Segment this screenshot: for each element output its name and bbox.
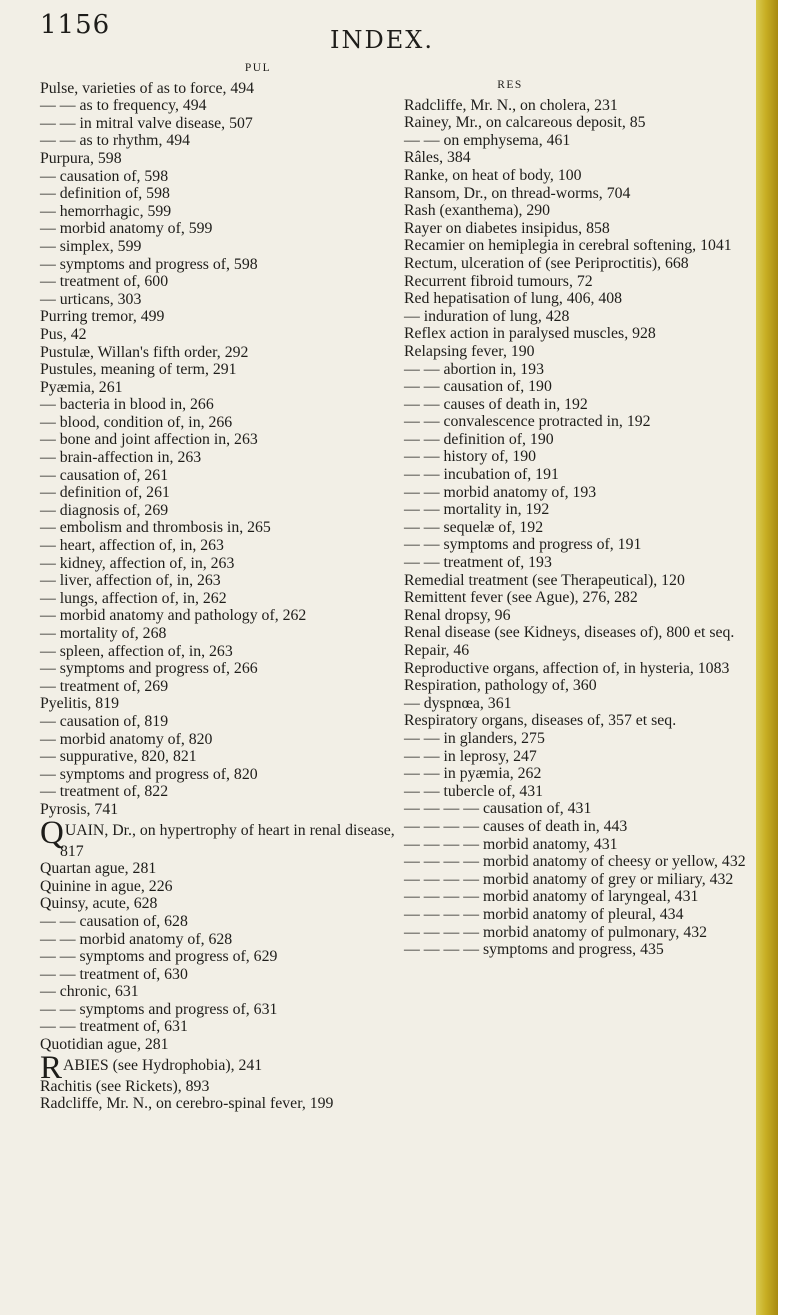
index-entry: — — mortality in, 192 <box>404 501 550 519</box>
index-entry: — causation of, 598 <box>40 167 169 185</box>
index-entry: — — — — causes of death in, 443 <box>404 817 628 835</box>
index-entry: — bacteria in blood in, 266 <box>40 396 214 414</box>
index-entry: — — symptoms and progress of, 629 <box>40 948 278 966</box>
index-entry: — mortality of, 268 <box>40 625 167 642</box>
index-entry: — — in mitral valve disease, 507 <box>40 114 253 132</box>
index-entry: — — — — morbid anatomy, 431 <box>404 835 618 853</box>
right-column <box>404 60 766 959</box>
index-entry: Recamier on hemiplegia in cerebral softening, 1041 <box>404 237 732 255</box>
index-entry: Râles, 384 <box>404 149 471 167</box>
index-entry: — — treatment of, 193 <box>404 554 552 572</box>
section-r-first-text: ABIES (see Hydrophobia), 241 <box>63 1056 263 1074</box>
book-spine-edge <box>756 0 778 1315</box>
index-entry: Ransom, Dr., on thread-worms, 704 <box>404 184 631 202</box>
index-entry: — — on emphysema, 461 <box>404 131 571 149</box>
index-entry: Red hepatisation of lung, 406, 408 <box>404 290 623 308</box>
index-entry: Pustules, meaning of term, 291 <box>40 361 237 379</box>
index-entry: — causation of, 819 <box>40 712 169 730</box>
index-entry: — chronic, 631 <box>40 983 139 1001</box>
index-entry: — — symptoms and progress of, 631 <box>40 1000 278 1018</box>
left-column <box>40 60 396 1113</box>
index-entry: Pus, 42 <box>40 325 87 343</box>
running-head-title: INDEX. <box>330 26 434 54</box>
index-entry: — heart, affection of, in, 263 <box>40 537 224 555</box>
index-entry: — — morbid anatomy of, 628 <box>40 930 233 948</box>
r-entry-list <box>40 1078 396 1113</box>
index-entry: — — — — morbid anatomy of cheesy or yellow, 432 <box>404 853 746 871</box>
index-entry: — definition of, 598 <box>40 185 170 203</box>
index-entry: Pulse, varieties of as to force, 494 <box>40 79 255 97</box>
index-entry: — — — — morbid anatomy of laryngeal, 431 <box>404 888 699 906</box>
section-q-initial: Q <box>40 814 64 851</box>
index-entry: Radcliffe, Mr. N., on cerebro-spinal fever, 199 <box>40 1095 334 1113</box>
page-number: 1156 <box>40 10 111 40</box>
index-entry: — — — — morbid anatomy of grey or miliary, 432 <box>404 870 734 888</box>
index-entry: — morbid anatomy of, 599 <box>40 220 213 238</box>
index-entry: — spleen, affection of, in, 263 <box>40 642 233 660</box>
index-entry: Reflex action in paralysed muscles, 928 <box>404 325 656 343</box>
index-entry: Reproductive organs, affection of, in hysteria, 1083 <box>404 659 730 677</box>
index-entry: Quotidian ague, 281 <box>40 1036 169 1054</box>
index-entry: Radcliffe, Mr. N., on cholera, 231 <box>404 96 618 114</box>
index-entry: — kidney, affection of, in, 263 <box>40 554 235 572</box>
index-entry: — — history of, 190 <box>404 448 537 466</box>
index-entry: — — as to rhythm, 494 <box>40 132 191 150</box>
index-entry: — diagnosis of, 269 <box>40 501 169 519</box>
section-r-initial: R <box>40 1049 63 1086</box>
index-entry: Renal disease (see Kidneys, diseases of), 800 et seq. <box>404 624 735 642</box>
index-entry: — — in leprosy, 247 <box>404 747 537 765</box>
index-entry: — — tubercle of, 431 <box>404 782 544 800</box>
index-entry: Pyelitis, 819 <box>40 695 119 713</box>
index-entry: — — causation of, 190 <box>404 378 552 396</box>
index-entry: — symptoms and progress of, 598 <box>40 255 258 273</box>
index-entry: Pyrosis, 741 <box>40 800 119 818</box>
index-entry: — — as to frequency, 494 <box>40 97 207 115</box>
index-entry: — — convalescence protracted in, 192 <box>404 413 651 431</box>
index-entry: — symptoms and progress of, 820 <box>40 765 258 783</box>
index-entry: — — sequelæ of, 192 <box>404 518 544 536</box>
index-entry: — dyspnœa, 361 <box>404 694 512 712</box>
index-entry: — — — — causation of, 431 <box>404 800 592 818</box>
index-entry: — — definition of, 190 <box>404 430 554 448</box>
index-entry: — suppurative, 820, 821 <box>40 748 197 766</box>
index-entry: Recurrent fibroid tumours, 72 <box>404 272 593 290</box>
left-column-head: PUL <box>244 62 272 74</box>
index-entry: Renal dropsy, 96 <box>404 606 511 624</box>
index-entry: — — abortion in, 193 <box>404 360 544 378</box>
left-entry-list <box>40 80 396 819</box>
index-entry: — treatment of, 269 <box>40 677 169 695</box>
right-entry-list <box>404 97 766 959</box>
index-entry: — lungs, affection of, in, 262 <box>40 589 227 607</box>
index-entry: Relapsing fever, 190 <box>404 342 535 360</box>
index-entry: — causation of, 261 <box>40 466 169 484</box>
index-entry: Purring tremor, 499 <box>40 308 165 326</box>
index-entry: Rash (exanthema), 290 <box>404 202 551 220</box>
index-entry: — — — — morbid anatomy of pulmonary, 432 <box>404 923 708 941</box>
index-entry: — blood, condition of, in, 266 <box>40 413 233 431</box>
index-entry: — definition of, 261 <box>40 484 170 502</box>
index-entry: Pustulæ, Willan's fifth order, 292 <box>40 343 249 361</box>
index-entry: Rayer on diabetes insipidus, 858 <box>404 219 610 237</box>
index-entry: Rectum, ulceration of (see Periproctitis), 668 <box>404 254 689 272</box>
q-entry-list <box>40 860 396 1054</box>
index-entry: — hemorrhagic, 599 <box>40 202 172 220</box>
index-entry: Quinine in ague, 226 <box>40 877 173 895</box>
index-entry: — — in pyæmia, 262 <box>404 765 542 783</box>
index-entry: — brain-affection in, 263 <box>40 449 202 467</box>
section-q-first-entry <box>40 814 396 861</box>
index-entry: Ranke, on heat of body, 100 <box>404 166 582 184</box>
section-q-first-text: UAIN, Dr., on hypertrophy of heart in renal disease, 817 <box>60 821 395 860</box>
index-entry: — treatment of, 600 <box>40 273 169 291</box>
index-entry: Remedial treatment (see Therapeutical), 120 <box>404 571 685 589</box>
index-entry: Quinsy, acute, 628 <box>40 895 158 913</box>
index-entry: — — causation of, 628 <box>40 912 188 930</box>
index-entry: — induration of lung, 428 <box>404 307 570 325</box>
index-entry: — — morbid anatomy of, 193 <box>404 483 597 501</box>
index-entry: — simplex, 599 <box>40 237 142 255</box>
index-entry: Respiration, pathology of, 360 <box>404 677 597 695</box>
index-entry: — liver, affection of, in, 263 <box>40 572 221 590</box>
index-entry: Repair, 46 <box>404 642 470 659</box>
index-entry: — symptoms and progress of, 266 <box>40 660 258 678</box>
index-entry: — — treatment of, 630 <box>40 965 188 983</box>
index-entry: Rachitis (see Rickets), 893 <box>40 1077 210 1095</box>
index-entry: — — in glanders, 275 <box>404 729 545 747</box>
index-entry: — — symptoms and progress of, 191 <box>404 536 642 554</box>
index-entry: — — incubation of, 191 <box>404 466 559 484</box>
index-entry: — morbid anatomy of, 820 <box>40 730 213 748</box>
index-entry: Remittent fever (see Ague), 276, 282 <box>404 589 638 607</box>
index-entry: — morbid anatomy and pathology of, 262 <box>40 607 307 625</box>
index-entry: Rainey, Mr., on calcareous deposit, 85 <box>404 114 646 132</box>
index-entry: Quartan ague, 281 <box>40 860 157 878</box>
index-entry: — urticans, 303 <box>40 290 142 308</box>
index-entry: Purpura, 598 <box>40 149 122 167</box>
index-entry: — treatment of, 822 <box>40 783 169 801</box>
index-entry: Pyæmia, 261 <box>40 378 123 396</box>
index-entry: Respiratory organs, diseases of, 357 et seq. <box>404 712 677 730</box>
index-entry: — — treatment of, 631 <box>40 1018 188 1036</box>
index-entry: — embolism and thrombosis in, 265 <box>40 519 271 537</box>
index-entry: — — causes of death in, 192 <box>404 395 588 413</box>
index-entry: — bone and joint affection in, 263 <box>40 431 258 449</box>
right-column-head: RES <box>497 79 523 91</box>
index-entry: — — — — morbid anatomy of pleural, 434 <box>404 905 684 923</box>
index-entry: — — — — symptoms and progress, 435 <box>404 941 664 959</box>
